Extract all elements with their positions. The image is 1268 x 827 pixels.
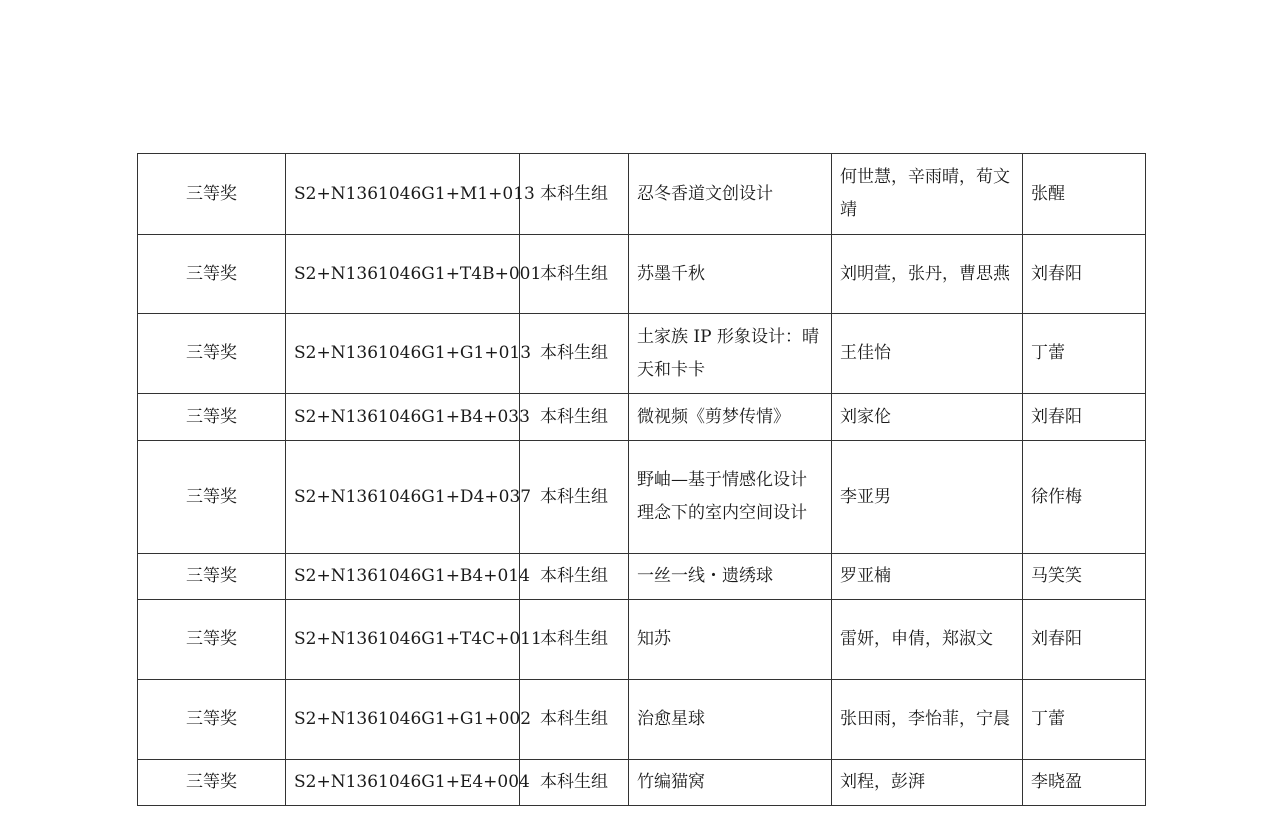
members-cell: 张田雨，李怡菲，宁晨 xyxy=(832,680,1023,760)
members-cell: 刘程，彭湃 xyxy=(832,760,1023,806)
advisor-cell: 刘春阳 xyxy=(1023,235,1146,314)
awards-table-body xyxy=(138,154,1146,806)
advisor-cell: 李晓盈 xyxy=(1023,760,1146,806)
group-cell: 本科生组 xyxy=(520,760,629,806)
table-row xyxy=(138,600,1146,680)
table-row xyxy=(138,154,1146,235)
table-row xyxy=(138,680,1146,760)
project-cell: 野岫—基于情感化设计理念下的室内空间设计 xyxy=(629,441,832,554)
table-row xyxy=(138,314,1146,394)
award-cell: 三等奖 xyxy=(138,680,286,760)
project-cell: 微视频《剪梦传情》 xyxy=(629,394,832,441)
award-cell: 三等奖 xyxy=(138,235,286,314)
award-cell: 三等奖 xyxy=(138,600,286,680)
code-cell: S2+N1361046G1+M1+013 xyxy=(286,154,520,235)
table-row xyxy=(138,394,1146,441)
code-cell: S2+N1361046G1+B4+014 xyxy=(286,554,520,600)
members-cell: 何世慧，辛雨晴，荀文靖 xyxy=(832,154,1023,235)
award-cell: 三等奖 xyxy=(138,760,286,806)
project-cell: 竹编猫窝 xyxy=(629,760,832,806)
group-cell: 本科生组 xyxy=(520,441,629,554)
group-cell: 本科生组 xyxy=(520,394,629,441)
advisor-cell: 张醒 xyxy=(1023,154,1146,235)
group-cell: 本科生组 xyxy=(520,680,629,760)
members-cell: 李亚男 xyxy=(832,441,1023,554)
group-cell: 本科生组 xyxy=(520,554,629,600)
award-cell: 三等奖 xyxy=(138,394,286,441)
table-row xyxy=(138,235,1146,314)
code-cell: S2+N1361046G1+G1+013 xyxy=(286,314,520,394)
awards-table xyxy=(137,153,1146,806)
advisor-cell: 刘春阳 xyxy=(1023,600,1146,680)
award-cell: 三等奖 xyxy=(138,441,286,554)
members-cell: 罗亚楠 xyxy=(832,554,1023,600)
advisor-cell: 徐作梅 xyxy=(1023,441,1146,554)
code-cell: S2+N1361046G1+G1+002 xyxy=(286,680,520,760)
code-cell: S2+N1361046G1+T4B+001 xyxy=(286,235,520,314)
code-cell: S2+N1361046G1+B4+033 xyxy=(286,394,520,441)
project-cell: 忍冬香道文创设计 xyxy=(629,154,832,235)
group-cell: 本科生组 xyxy=(520,235,629,314)
award-cell: 三等奖 xyxy=(138,154,286,235)
project-cell: 土家族 IP 形象设计：晴天和卡卡 xyxy=(629,314,832,394)
group-cell: 本科生组 xyxy=(520,600,629,680)
members-cell: 刘明萱，张丹，曹思燕 xyxy=(832,235,1023,314)
table-row xyxy=(138,760,1146,806)
project-cell: 苏墨千秋 xyxy=(629,235,832,314)
advisor-cell: 丁蕾 xyxy=(1023,314,1146,394)
group-cell: 本科生组 xyxy=(520,314,629,394)
project-cell: 知苏 xyxy=(629,600,832,680)
code-cell: S2+N1361046G1+E4+004 xyxy=(286,760,520,806)
members-cell: 刘家伦 xyxy=(832,394,1023,441)
table-row xyxy=(138,554,1146,600)
code-cell: S2+N1361046G1+D4+037 xyxy=(286,441,520,554)
project-cell: 治愈星球 xyxy=(629,680,832,760)
award-cell: 三等奖 xyxy=(138,314,286,394)
table-row xyxy=(138,441,1146,554)
members-cell: 雷妍，申倩，郑淑文 xyxy=(832,600,1023,680)
group-cell: 本科生组 xyxy=(520,154,629,235)
award-cell: 三等奖 xyxy=(138,554,286,600)
code-cell: S2+N1361046G1+T4C+011 xyxy=(286,600,520,680)
members-cell: 王佳怡 xyxy=(832,314,1023,394)
advisor-cell: 马笑笑 xyxy=(1023,554,1146,600)
advisor-cell: 丁蕾 xyxy=(1023,680,1146,760)
project-cell: 一丝一线・遗绣球 xyxy=(629,554,832,600)
advisor-cell: 刘春阳 xyxy=(1023,394,1146,441)
